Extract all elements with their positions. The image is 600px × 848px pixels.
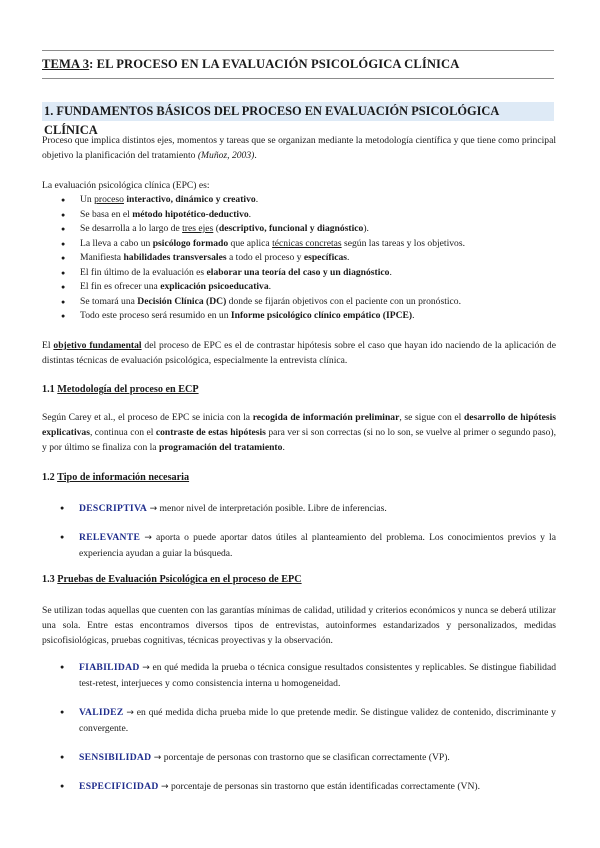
top-rule [42,50,554,51]
epc-lead: La evaluación psicológica clínica (EPC) es: [42,180,210,191]
list-item: ● Manifiesta habilidades transversales a todo el proceso y específicas. [42,251,556,266]
term-descriptiva: ● DESCRIPTIVA → menor nivel de interpretación posible. Libre de inferencias. [60,503,387,514]
tests-paragraph: Se utilizan todas aquellas que cuenten con las garantías mínimas de calidad, utilidad y criterios económicos y nunca se deberá utilizar una sola. Entre estas encontramos diversos tipos de entrevistas, autoinformes estandarizados y personalizados, medidas psicofisiológicas, pruebas cognitivas, técnicas proyectivas y la observación. [42,605,556,646]
list-item: ● El fin es ofrecer una explicación psicoeducativa. [42,280,556,295]
subsection-heading-1-3: 1.3 Pruebas de Evaluación Psicológica en el proceso de EPC [42,574,302,585]
section-heading: 1. FUNDAMENTOS BÁSICOS DEL PROCESO EN EVALUACIÓN PSICOLÓGICA CLÍNICA [42,102,554,121]
list-item: ● Se basa en el método hipotético-deductivo. [42,208,556,223]
intro-paragraph: Proceso que implica distintos ejes, momentos y tareas que se organizan mediante la metodología científica y que tiene como principal objetivo la planificación del tratamiento (Muñoz, 2003). [42,135,556,161]
subsection-heading-1-1: 1.1 Metodología del proceso en ECP [42,384,199,395]
page-title: TEMA 3: EL PROCESO EN LA EVALUACIÓN PSICOLÓGICA CLÍNICA [42,57,460,71]
term-fiabilidad: ● FIABILIDAD → en qué medida la prueba o técnica consigue resultados consistentes y replicables. Se distingue fiabilidad test-retest, interjueces y como consistencia interna u homogeneidad. [60,662,556,689]
subsection-heading-1-2: 1.2 Tipo de información necesaria [42,472,190,483]
term-validez: ● VALIDEZ → en qué medida dicha prueba mide lo que pretende medir. Se distingue validez de contenido, discriminante y convergente. [60,707,556,734]
methodology-paragraph: Según Carey et al., el proceso de EPC se inicia con la recogida de información preliminar, se sigue con el desarrollo de hipótesis explicativas, continua con el contraste de estas hipótesis para ver si son correctas (si no lo son, se vuelve al primer o segundo paso), y por último se finaliza con la programación del tratamiento. [42,412,556,453]
list-item: ● Un proceso interactivo, dinámico y creativo. [42,193,556,208]
list-item: ● Todo este proceso será resumido en un Informe psicológico clínico empático (IPCE). [42,309,556,324]
objective-paragraph: El objetivo fundamental del proceso de EPC es el de contrastar hipótesis sobre el caso que hayan ido naciendo de la aplicación de distintas técnicas de evaluación psicológica, especialmente la entrevista clínica. [42,340,556,366]
epc-bullet-list [42,193,556,324]
list-item: ● Se desarrolla a lo largo de tres ejes (descriptivo, funcional y diagnóstico). [42,222,556,237]
list-item: ● El fin último de la evaluación es elaborar una teoría del caso y un diagnóstico. [42,266,556,281]
title-rule [42,78,554,79]
list-item: ● Se tomará una Decisión Clínica (DC) donde se fijarán objetivos con el paciente con un pronóstico. [42,295,556,310]
list-item: ● La lleva a cabo un psicólogo formado que aplica técnicas concretas según las tareas y los objetivos. [42,237,556,252]
term-especificidad: ● ESPECIFICIDAD → porcentaje de personas sin trastorno que están identificadas correctamente (VN). [60,781,480,792]
term-relevante: ● RELEVANTE → aporta o puede aportar datos útiles al planteamiento del problema. Los conocimientos previos y la experiencia ayudan a guiar la búsqueda. [60,532,556,559]
term-sensibilidad: ● SENSIBILIDAD → porcentaje de personas con trastorno que se clasifican correctamente (VP). [60,752,450,763]
